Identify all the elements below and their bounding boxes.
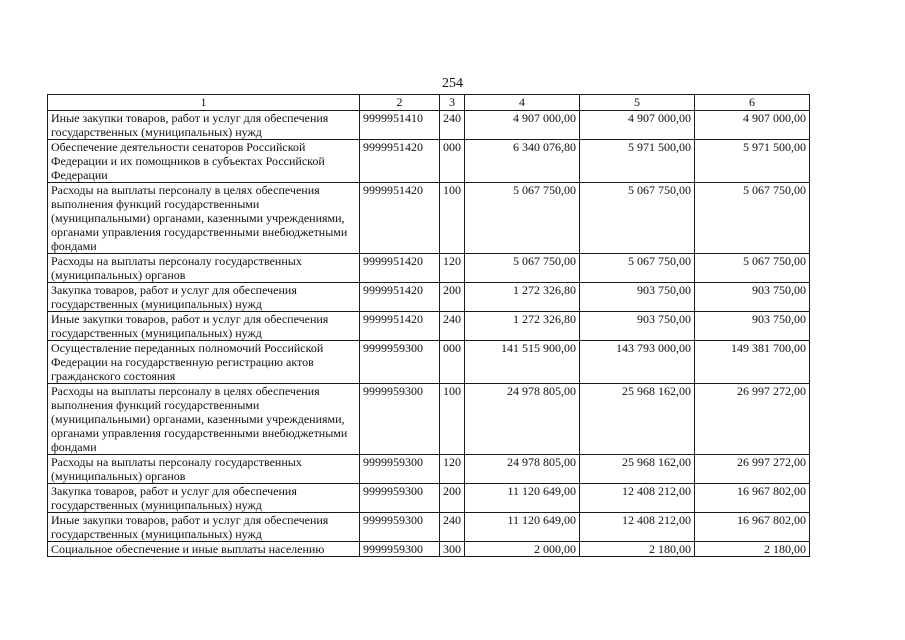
row-code-cell: 9999959300 (360, 513, 440, 542)
row-value-4-cell: 1 272 326,80 (465, 283, 580, 312)
row-name-cell: Социальное обеспечение и иные выплаты населению (48, 542, 360, 557)
row-value-4-cell: 2 000,00 (465, 542, 580, 557)
row-value-5-cell: 12 408 212,00 (580, 513, 695, 542)
table-row (48, 111, 810, 140)
row-value-6-cell: 903 750,00 (695, 283, 810, 312)
row-value-5-cell: 903 750,00 (580, 283, 695, 312)
row-value-4-cell: 5 067 750,00 (465, 254, 580, 283)
row-value-5-cell: 143 793 000,00 (580, 341, 695, 384)
row-value-4-cell: 11 120 649,00 (465, 513, 580, 542)
row-value-5-cell: 4 907 000,00 (580, 111, 695, 140)
row-value-5-cell: 903 750,00 (580, 312, 695, 341)
table-row (48, 312, 810, 341)
row-name-cell: Расходы на выплаты персоналу в целях обеспечения выполнения функций государственными (муниципальными) органами, казенными учреждениями, органами управления государственными внебюджетными фондами (48, 183, 360, 254)
table-row (48, 254, 810, 283)
row-value-5-cell: 25 968 162,00 (580, 455, 695, 484)
row-value-5-cell: 25 968 162,00 (580, 384, 695, 455)
row-value-4-cell: 141 515 900,00 (465, 341, 580, 384)
row-value-5-cell: 12 408 212,00 (580, 484, 695, 513)
header-row (48, 95, 810, 111)
row-value-6-cell: 5 067 750,00 (695, 254, 810, 283)
table-row (48, 455, 810, 484)
row-name-cell: Расходы на выплаты персоналу государственных (муниципальных) органов (48, 455, 360, 484)
column-header-2: 2 (360, 95, 440, 111)
page-number: 254 (442, 76, 463, 91)
table-row (48, 484, 810, 513)
row-name-cell: Иные закупки товаров, работ и услуг для обеспечения государственных (муниципальных) нужд (48, 312, 360, 341)
column-header-1: 1 (48, 95, 360, 111)
row-code-cell: 9999959300 (360, 484, 440, 513)
table-row (48, 283, 810, 312)
table-row (48, 183, 810, 254)
row-name-cell: Обеспечение деятельности сенаторов Российской Федерации и их помощников в субъектах Российской Федерации (48, 140, 360, 183)
row-type-cell: 100 (440, 183, 465, 254)
row-value-5-cell: 5 067 750,00 (580, 183, 695, 254)
row-name-cell: Расходы на выплаты персоналу государственных (муниципальных) органов (48, 254, 360, 283)
row-type-cell: 120 (440, 455, 465, 484)
row-type-cell: 200 (440, 283, 465, 312)
row-type-cell: 100 (440, 384, 465, 455)
row-value-5-cell: 2 180,00 (580, 542, 695, 557)
row-name-cell: Расходы на выплаты персоналу в целях обеспечения выполнения функций государственными (муниципальными) органами, казенными учреждениями, органами управления государственными внебюджетными фондами (48, 384, 360, 455)
row-code-cell: 9999959300 (360, 542, 440, 557)
row-code-cell: 9999951420 (360, 140, 440, 183)
row-value-6-cell: 2 180,00 (695, 542, 810, 557)
row-code-cell: 9999951420 (360, 283, 440, 312)
budget-table (47, 94, 810, 557)
row-value-4-cell: 24 978 805,00 (465, 455, 580, 484)
column-header-3: 3 (440, 95, 465, 111)
row-value-6-cell: 16 967 802,00 (695, 513, 810, 542)
row-code-cell: 9999959300 (360, 455, 440, 484)
column-header-6: 6 (695, 95, 810, 111)
row-code-cell: 9999959300 (360, 341, 440, 384)
column-header-5: 5 (580, 95, 695, 111)
row-code-cell: 9999951410 (360, 111, 440, 140)
row-name-cell: Иные закупки товаров, работ и услуг для обеспечения государственных (муниципальных) нужд (48, 111, 360, 140)
row-type-cell: 240 (440, 513, 465, 542)
row-value-5-cell: 5 971 500,00 (580, 140, 695, 183)
row-value-6-cell: 5 971 500,00 (695, 140, 810, 183)
row-name-cell: Закупка товаров, работ и услуг для обеспечения государственных (муниципальных) нужд (48, 283, 360, 312)
row-value-6-cell: 16 967 802,00 (695, 484, 810, 513)
column-header-4: 4 (465, 95, 580, 111)
table-row (48, 384, 810, 455)
row-value-6-cell: 903 750,00 (695, 312, 810, 341)
table-row (48, 542, 810, 557)
row-value-6-cell: 26 997 272,00 (695, 455, 810, 484)
row-name-cell: Закупка товаров, работ и услуг для обеспечения государственных (муниципальных) нужд (48, 484, 360, 513)
row-type-cell: 000 (440, 341, 465, 384)
row-value-4-cell: 6 340 076,80 (465, 140, 580, 183)
row-type-cell: 120 (440, 254, 465, 283)
row-value-6-cell: 4 907 000,00 (695, 111, 810, 140)
row-code-cell: 9999951420 (360, 312, 440, 341)
row-value-4-cell: 5 067 750,00 (465, 183, 580, 254)
row-type-cell: 200 (440, 484, 465, 513)
row-code-cell: 9999951420 (360, 183, 440, 254)
row-value-6-cell: 149 381 700,00 (695, 341, 810, 384)
row-type-cell: 240 (440, 312, 465, 341)
row-type-cell: 300 (440, 542, 465, 557)
row-name-cell: Иные закупки товаров, работ и услуг для обеспечения государственных (муниципальных) нужд (48, 513, 360, 542)
table-row (48, 513, 810, 542)
row-value-4-cell: 1 272 326,80 (465, 312, 580, 341)
row-code-cell: 9999959300 (360, 384, 440, 455)
row-type-cell: 240 (440, 111, 465, 140)
table-row (48, 140, 810, 183)
row-value-5-cell: 5 067 750,00 (580, 254, 695, 283)
row-type-cell: 000 (440, 140, 465, 183)
row-value-6-cell: 5 067 750,00 (695, 183, 810, 254)
row-value-4-cell: 4 907 000,00 (465, 111, 580, 140)
row-value-4-cell: 11 120 649,00 (465, 484, 580, 513)
row-value-4-cell: 24 978 805,00 (465, 384, 580, 455)
row-name-cell: Осуществление переданных полномочий Российской Федерации на государственную регистрацию актов гражданского состояния (48, 341, 360, 384)
row-value-6-cell: 26 997 272,00 (695, 384, 810, 455)
row-code-cell: 9999951420 (360, 254, 440, 283)
table-row (48, 341, 810, 384)
